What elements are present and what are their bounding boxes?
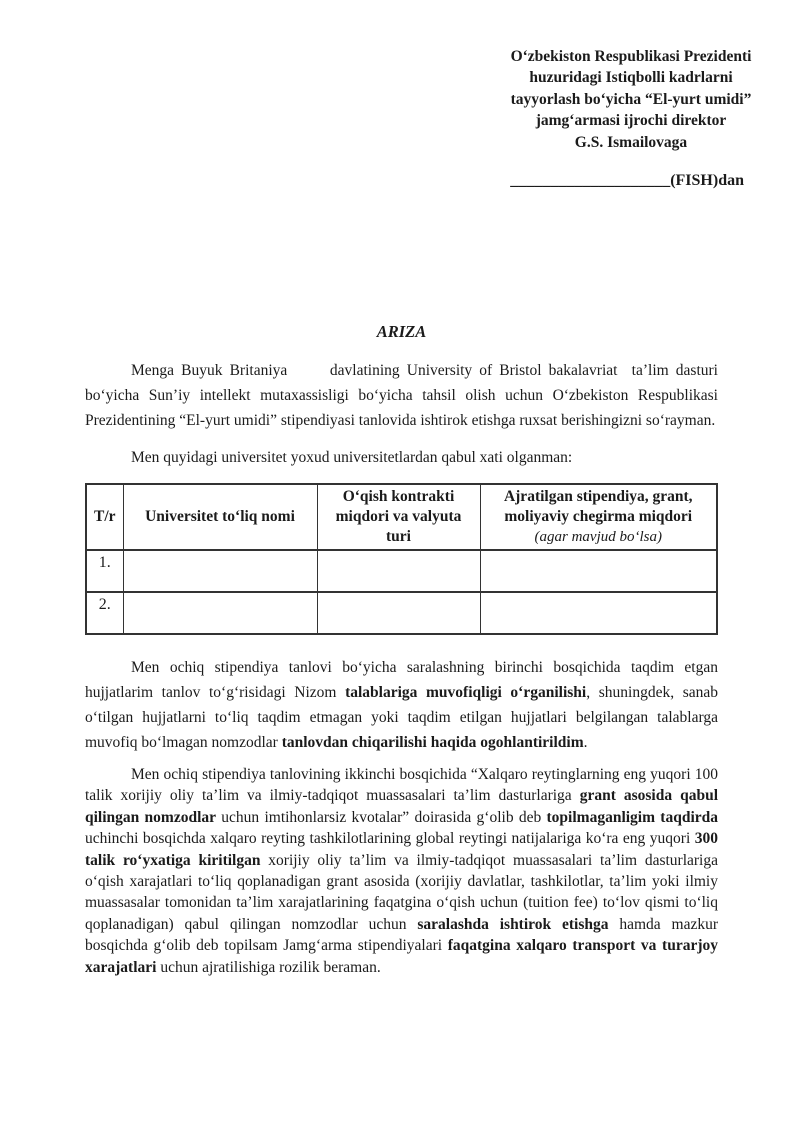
paragraph-request: Menga Buyuk Britaniya davlatining University of Bristol bakalavriat ta’lim dasturi bo‘yicha Sun’iy intellekt mutaxassisligi bo‘yicha tahsil olish uchun O‘zbekiston Respublikasi Prezidentining “El-yurt umidi” stipendiyasi tanlovida ishtirok etishga ruxsat berishingizni so‘rayman.	[85, 362, 718, 430]
paragraph-first-stage-warning: Men ochiq stipendiya tanlovi bo‘yicha saralashning birinchi bosqichida taqdim etgan hujjatlarim tanlov to‘g‘risidagi Nizom talablariga muvofiqligi o‘rganilishi, shuningdek, sanab o‘tilgan hujjatlarni to‘liq taqdim etmagan yoki taqdim etilgan hujjatlari belgilangan talablarga muvofiq bo‘lmagan nomzodlar tanlovdan chiqarilishi haqida ogohlantirildim.	[85, 659, 718, 752]
recipient-line: O‘zbekiston Respublikasi Prezidenti	[510, 48, 752, 65]
table-header-row	[86, 484, 717, 550]
paragraph-second-stage-consent: Men ochiq stipendiya tanlovining ikkinchi bosqichida “Xalqaro reytinglarning eng yuqori 100 talik xorijiy oliy ta’lim va ilmiy-tadqiqot muassasalari ta’lim dasturlariga grant asosida qabul qilingan nomzodlar uchun imtihonlarsiz kvotalar” doirasida g‘olib deb topilmaganligim taqdirda uchinchi bosqichda xalqaro reyting tashkilotlarining global reytingi natijalariga ko‘ra eng yuqori 300 talik ro‘yxatiga kiritilgan xorijiy oliy ta’lim va ilmiy-tadqiqot muassasalari ta’lim dasturlariga o‘qish xarajatlari to‘liq qoplanadigan grant asosida (xorijiy davlatlar, tashkilotlar, ta’lim yoki ilmiy muassasalar tomonidan ta’lim xarajatlarining faqatgina o‘qish uchun (tuition fee) to‘lov qismi to‘liq qoplanadigan) qabul qilingan nomzodlar uchun saralashda ishtirok etishga hamda mazkur bosqichda g‘olib deb topilsam Jamg‘arma stipendiyalari faqatgina xalqaro transport va turarjoy xarajatlari uchun ajratilishiga rozilik beraman.	[85, 766, 719, 976]
row2-grant-cell	[480, 592, 717, 634]
col-header-grant-amount: Ajratilgan stipendiya, grant, moliyaviy chegirma miqdori (agar mavjud bo‘lsa)	[480, 484, 717, 550]
col-header-contract-amount: O‘qish kontrakti miqdori va valyuta turi	[317, 484, 480, 550]
row1-university-cell	[123, 550, 317, 592]
recipient-block	[505, 46, 757, 153]
row2-contract-cell	[317, 592, 480, 634]
applicant-from-line	[85, 170, 744, 192]
recipient-line: jamg‘armasi ijrochi direktor	[535, 112, 727, 130]
row2-university-cell	[123, 592, 317, 634]
universities-table	[85, 483, 718, 635]
col-header-grant-note: (agar mavjud bo‘lsa)	[534, 529, 662, 546]
col-header-university-name: Universitet to‘liq nomi	[123, 484, 317, 550]
fish-blank-line: ____________________	[510, 172, 671, 190]
row2-number: 2.	[86, 592, 123, 634]
col-header-tr: T/r	[86, 484, 123, 550]
table-row-1	[86, 550, 717, 592]
recipient-line: huzuridagi Istiqbolli kadrlarni	[529, 69, 733, 87]
row1-number: 1.	[86, 550, 123, 592]
document-title: ARIZA	[376, 322, 427, 342]
recipient-line: G.S. Ismailovaga	[574, 133, 688, 151]
fish-label: (FISH)dan	[670, 172, 744, 190]
row1-contract-cell	[317, 550, 480, 592]
table-row-2	[86, 592, 717, 634]
row1-grant-cell	[480, 550, 717, 592]
recipient-line: tayyorlash bo‘yicha “El-yurt umidi”	[510, 90, 752, 108]
paragraph-universities-intro: Men quyidagi universitet yoxud universitetlardan qabul xati olganman:	[131, 449, 573, 467]
